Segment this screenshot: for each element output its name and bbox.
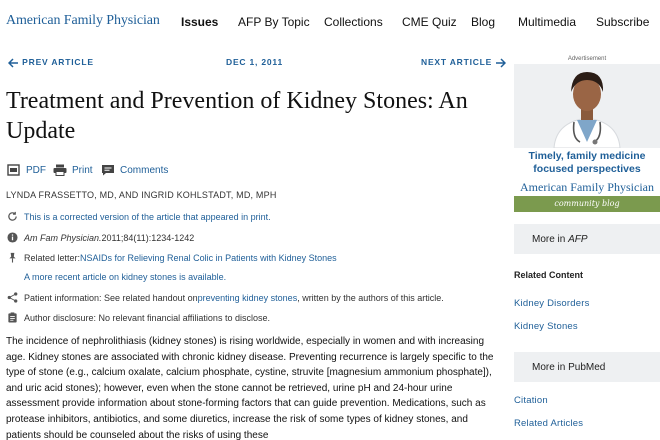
more-in-afp-em: AFP <box>568 234 588 245</box>
comments-button[interactable] <box>101 164 168 176</box>
prev-article-link[interactable] <box>8 57 94 68</box>
patient-handout-link[interactable]: preventing kidney stones <box>197 292 298 303</box>
nav-blog[interactable]: Blog <box>471 15 496 29</box>
patient-information <box>7 292 444 303</box>
citation-details: 2011;84(11):1234-1242 <box>101 232 195 243</box>
ad-headline-line1: Timely, family medicine <box>528 150 646 162</box>
author-disclosure <box>7 312 270 323</box>
ad-strip-text: community blog <box>554 199 620 208</box>
prev-article-label: PREV ARTICLE <box>22 57 94 67</box>
clipboard-icon <box>7 312 18 323</box>
pubmed-citation-link[interactable]: Citation <box>514 395 548 406</box>
advertisement-banner[interactable] <box>514 64 660 212</box>
ad-photo <box>514 64 660 148</box>
related-content-heading: Related Content <box>514 270 584 280</box>
ad-headline-line2: focused perspectives <box>533 163 641 175</box>
comments-label: Comments <box>120 164 169 176</box>
comment-icon <box>101 164 115 176</box>
next-article-link[interactable] <box>421 57 506 68</box>
related-letter-link[interactable]: NSAIDs for Relieving Renal Colic in Patients with Kidney Stones <box>80 252 337 263</box>
arrow-right-icon <box>495 58 506 68</box>
citation-line <box>7 232 194 243</box>
next-article-label: NEXT ARTICLE <box>421 57 493 67</box>
related-letter <box>7 252 337 263</box>
related-letter-label: Related letter: <box>24 252 81 263</box>
doctor-illustration <box>514 64 660 148</box>
nav-afp-by-topic[interactable]: AFP By Topic <box>238 15 310 29</box>
ad-headline <box>514 150 660 176</box>
article-abstract: The incidence of nephrolithiasis (kidney stones) is rising worldwide, especially in women and with increasing age. Kidney stones are associated with chronic kidney disease. Preventing recurrence is largely specific to the type of stone (e.g., calcium oxalate, calcium phosphate, cystine, struvite [magnesium ammonium phosphate]), and uric acid stones); however, even when the stone cannot be retrieved, urine pH and 24-hour urine assessment provide information about stone-forming factors that can guide prevention. Medications, such as protease inhibitors, antibiotics, and some diuretics, increase the risk of some types of kidney stones, and patients should be counseled about the risks of using these <box>6 336 494 440</box>
print-button[interactable] <box>53 164 93 176</box>
nav-multimedia[interactable]: Multimedia <box>518 15 577 29</box>
pdf-icon <box>7 164 21 176</box>
site-logo[interactable]: American Family Physician <box>6 13 160 28</box>
recent-article-link[interactable]: A more recent article on kidney stones is available. <box>24 272 227 282</box>
more-in-afp-panel[interactable] <box>514 224 660 254</box>
patient-info-tail: , written by the authors of this article. <box>297 292 444 303</box>
related-link-kidney-stones[interactable]: Kidney Stones <box>514 321 578 332</box>
nav-subscribe[interactable]: Subscribe <box>596 15 650 29</box>
pdf-label: PDF <box>26 164 46 176</box>
article-authors: LYNDA FRASSETTO, MD, AND INGRID KOHLSTADT, MD, MPH <box>6 190 277 200</box>
print-label: Print <box>72 164 93 176</box>
patient-info-label: Patient information: See related handout on <box>24 292 198 303</box>
more-in-afp-prefix: More in <box>532 234 569 245</box>
arrow-left-icon <box>8 58 19 68</box>
issue-date: DEC 1, 2011 <box>226 57 283 67</box>
thumbtack-icon <box>7 252 18 263</box>
corrected-version-link[interactable]: This is a corrected version of the article that appeared in print. <box>24 211 271 222</box>
advertisement-label: Advertisement <box>567 56 607 62</box>
article-title: Treatment and Prevention of Kidney Stones: An Update <box>6 88 468 144</box>
info-icon <box>7 232 18 243</box>
ad-brand: American Family Physician <box>520 180 654 194</box>
pubmed-related-articles-link[interactable]: Related Articles <box>514 418 584 429</box>
refresh-icon <box>7 211 18 222</box>
ad-community-strip <box>514 196 660 212</box>
nav-cme-quiz[interactable]: CME Quiz <box>402 15 457 29</box>
share-icon <box>7 292 18 303</box>
related-link-kidney-disorders[interactable]: Kidney Disorders <box>514 298 590 309</box>
journal-name: Am Fam Physician. <box>24 232 102 243</box>
corrected-notice <box>7 211 271 222</box>
printer-icon <box>53 164 67 176</box>
more-in-pubmed-panel[interactable]: More in PubMed <box>514 352 660 382</box>
disclosure-text: Author disclosure: No relevant financial affiliations to disclose. <box>24 312 270 323</box>
top-navigation-bar <box>0 0 660 44</box>
recent-article-notice <box>24 272 226 282</box>
nav-collections[interactable]: Collections <box>324 15 383 29</box>
pdf-button[interactable] <box>7 164 46 176</box>
nav-issues[interactable]: Issues <box>181 15 219 29</box>
